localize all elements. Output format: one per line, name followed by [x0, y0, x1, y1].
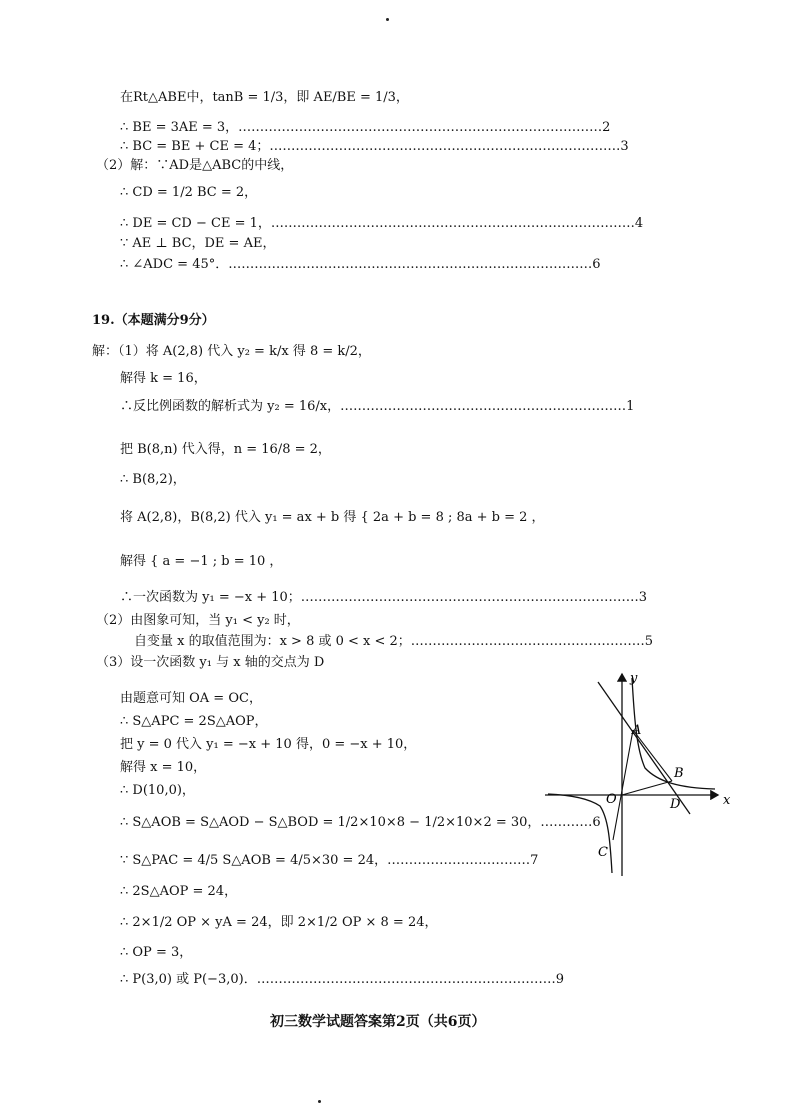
line-y1-formula: ∴一次函数为 y₁ = −x + 10；……………………………………………………………………3	[120, 590, 648, 605]
segment-OB	[622, 781, 672, 795]
line-q19-1-intro: 解：（1）将 A(2,8) 代入 y₂ = k/x 得 8 = k/2，	[92, 344, 371, 359]
line-S-APC: ∴ S△APC = 2S△AOP，	[120, 714, 268, 729]
line-B-point: ∴ B(8,2)，	[120, 472, 186, 487]
page-footer: 初三数学试题答案第2页（共6页）	[270, 1014, 486, 1030]
line-y2-formula: ∴反比例函数的解析式为 y₂ = 16/x，…………………………………………………………1	[120, 399, 635, 414]
line-D-point: ∴ D(10,0)，	[120, 783, 195, 798]
line-P-answer: ∴ P(3,0) 或 P(−3,0)．……………………………………………………………9	[120, 972, 564, 987]
segment-AC	[613, 730, 633, 840]
line-DE: ∴ DE = CD − CE = 1，…………………………………………………………………………4	[120, 216, 644, 231]
line-CD: ∴ CD = 1/2 BC = 2，	[120, 185, 258, 200]
label-D: D	[670, 797, 681, 812]
line-angle-ADC: ∴ ∠ADC = 45°．…………………………………………………………………………6	[120, 257, 601, 272]
label-O: O	[606, 792, 617, 807]
line-OP-3: ∴ OP = 3，	[120, 945, 193, 960]
line-AE-perp: ∵ AE ⊥ BC，DE = AE，	[120, 236, 276, 251]
question-19-header: 19.（本题满分9分）	[92, 313, 215, 328]
label-C: C	[598, 845, 608, 860]
line-S-PAC: ∵ S△PAC = 4/5 S△AOB = 4/5×30 = 24，……………………………7	[120, 853, 539, 868]
label-B: B	[674, 766, 684, 781]
line-S-AOB: ∴ S△AOB = S△AOD − S△BOD = 1/2×10×8 − 1/2×10×2 = 30，…………6	[120, 815, 601, 830]
line-n: 把 B(8,n) 代入得，n = 16/8 = 2，	[120, 442, 331, 457]
label-A: A	[632, 723, 642, 738]
label-y: y	[630, 671, 638, 686]
line-BE: ∴ BE = 3AE = 3，…………………………………………………………………………2	[120, 120, 611, 135]
label-x: x	[723, 793, 731, 808]
line-part2-q19: （2）由图象可知，当 y₁ < y₂ 时，	[96, 613, 300, 628]
line-BC: ∴ BC = BE + CE = 4；………………………………………………………………………3	[120, 139, 629, 154]
line-x10: 解得 x = 10，	[120, 760, 207, 775]
function-graph	[540, 668, 740, 880]
line-k: 解得 k = 16，	[120, 371, 207, 386]
line-x-range: 自变量 x 的取值范围为：x > 8 或 0 < x < 2；………………………………………………5	[134, 634, 654, 649]
line-part2-intro: （2）解：∵AD是△ABC的中线，	[96, 158, 294, 173]
line-y0: 把 y = 0 代入 y₁ = −x + 10 得，0 = −x + 10，	[120, 737, 417, 752]
hyperbola-branch-left	[548, 794, 612, 873]
line-OP-equation: ∴ 2×1/2 OP × yA = 24，即 2×1/2 OP × 8 = 24，	[120, 915, 438, 930]
line-part3-intro: （3）设一次函数 y₁ 与 x 轴的交点为 D	[96, 655, 325, 670]
scan-speck-bottom	[318, 1100, 321, 1103]
scan-speck	[386, 18, 389, 21]
line-2S-AOP: ∴ 2S△AOP = 24，	[120, 884, 238, 899]
line-OA-OC: 由题意可知 OA = OC，	[120, 691, 262, 706]
line-solve-ab: 解得 { a = −1 ; b = 10 ，	[120, 554, 283, 569]
line-tanB: 在Rt△ABE中，tanB = 1/3，即 AE/BE = 1/3，	[120, 90, 409, 105]
line-system: 将 A(2,8)，B(8,2) 代入 y₁ = ax + b 得 { 2a + b = 8 ; 8a + b = 2 ，	[120, 510, 545, 525]
